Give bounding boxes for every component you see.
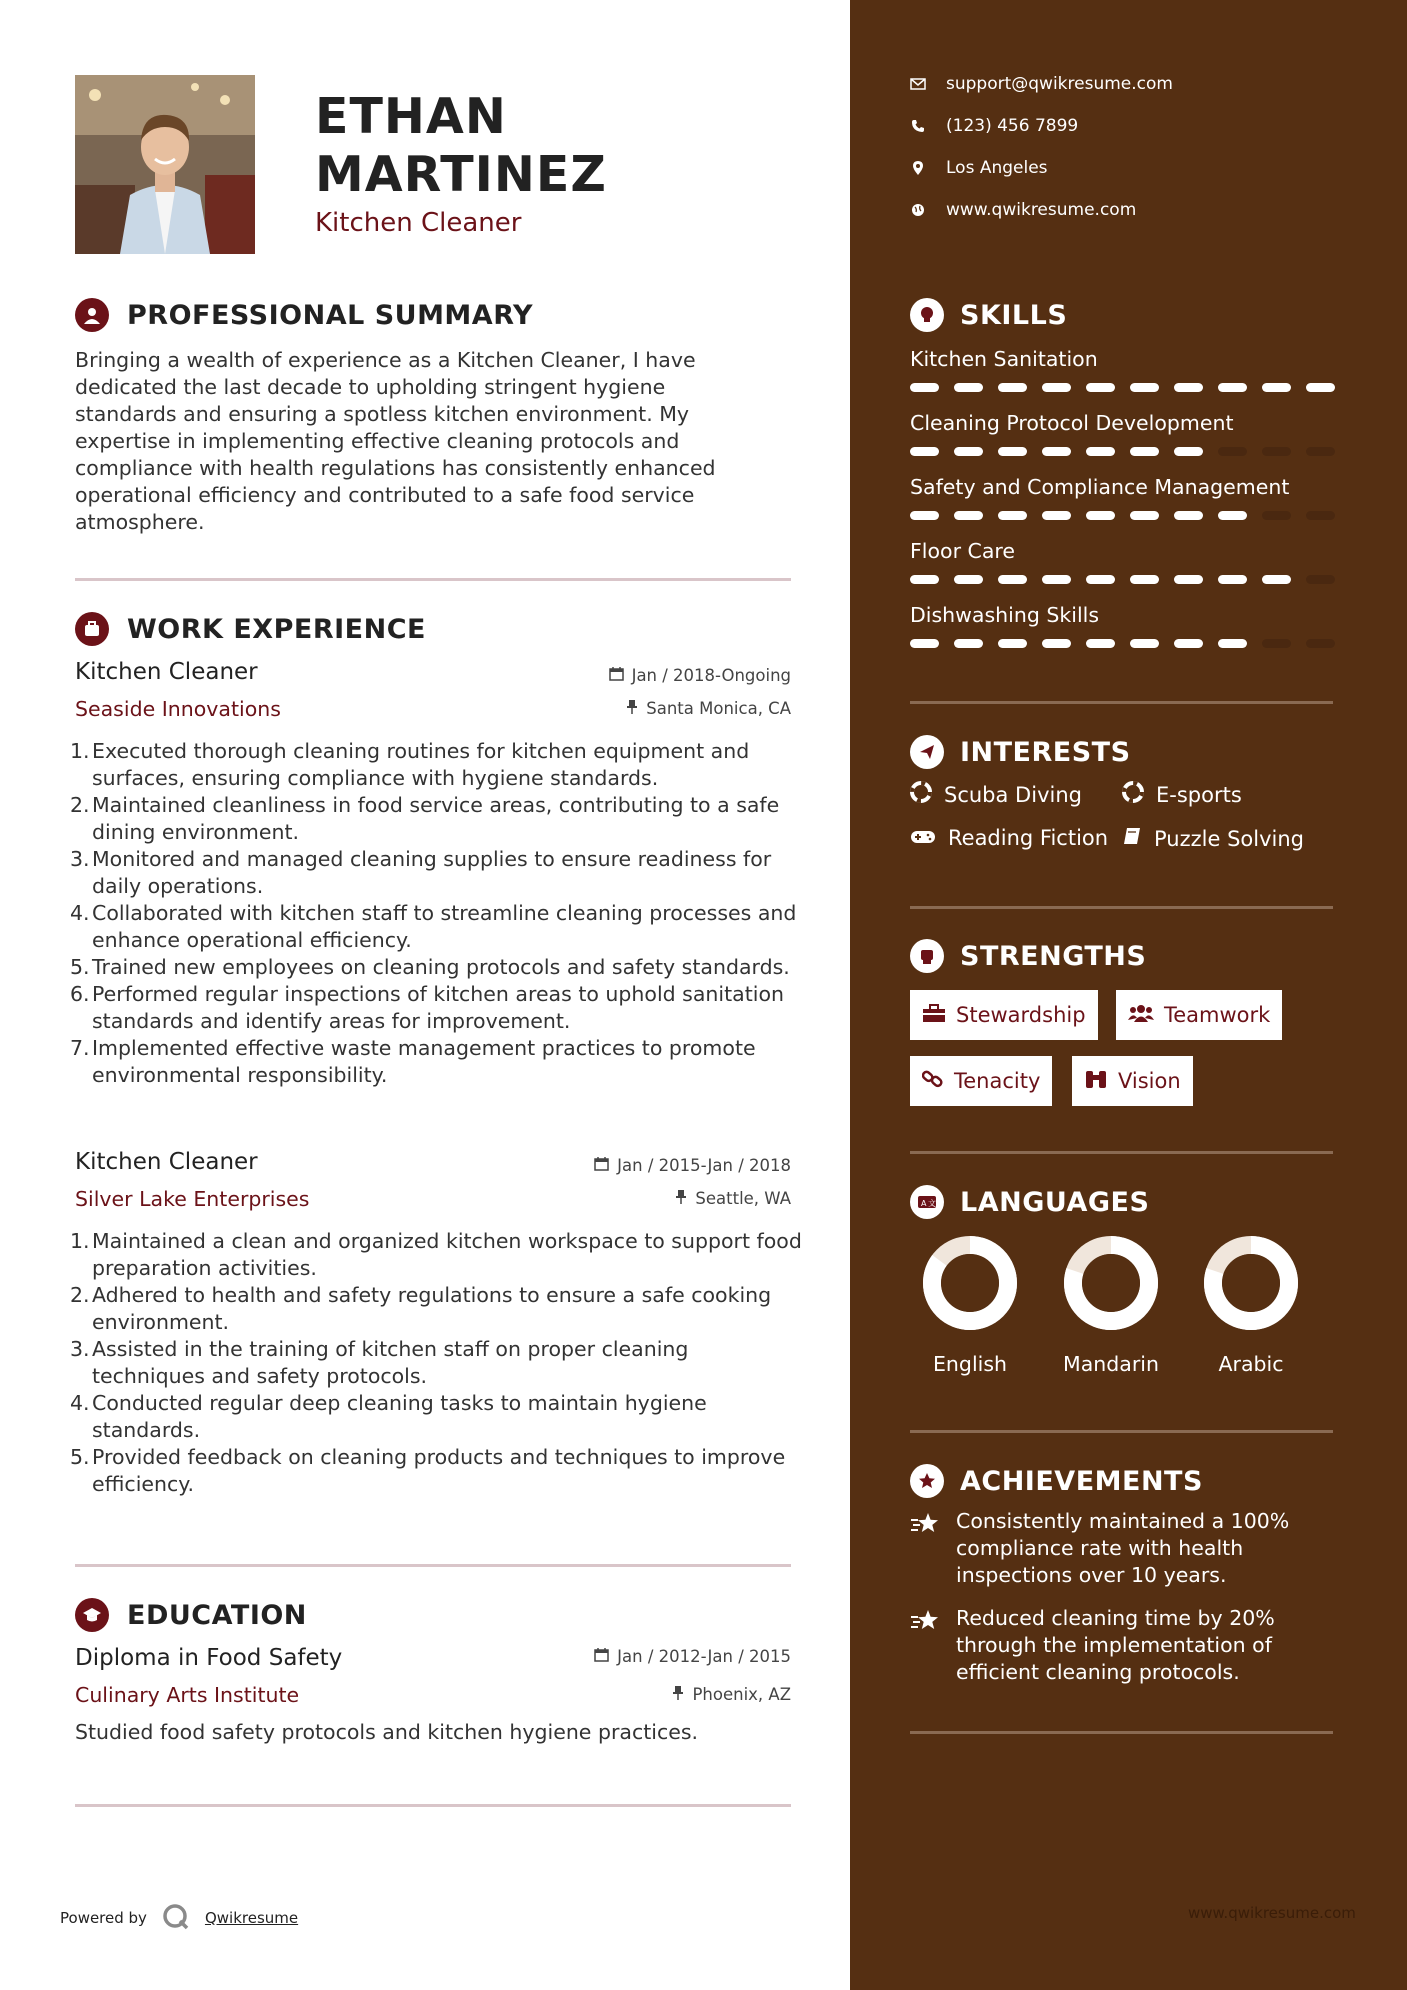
profile-photo-image bbox=[75, 75, 255, 254]
skill-level-segment bbox=[1218, 383, 1247, 392]
strength-label: Tenacity bbox=[954, 1069, 1041, 1093]
responsibility-text: Trained new employees on cleaning protocols and safety standards. bbox=[92, 955, 790, 979]
skill-level-segment bbox=[1086, 575, 1115, 584]
paper-plane-icon bbox=[910, 735, 944, 769]
skill-level-segment bbox=[954, 639, 983, 648]
skill-level-segment bbox=[910, 639, 939, 648]
binoculars-icon bbox=[1084, 1069, 1108, 1094]
divider bbox=[910, 1430, 1333, 1433]
contact-location bbox=[910, 158, 1048, 178]
language-name: English bbox=[932, 1352, 1008, 1376]
skill-name: Dishwashing Skills bbox=[910, 603, 1100, 627]
education-date bbox=[594, 1647, 791, 1666]
responsibility-text: Assisted in the training of kitchen staff on proper cleaning techniques and safety protocols. bbox=[92, 1337, 689, 1388]
skill-name: Cleaning Protocol Development bbox=[910, 411, 1234, 435]
list-number: 3. bbox=[70, 1337, 90, 1361]
strength-badge bbox=[1072, 1056, 1193, 1106]
skill-level-segment bbox=[1174, 575, 1203, 584]
interest-label: E-sports bbox=[1156, 782, 1242, 807]
powered-by-label: Powered by bbox=[60, 1909, 147, 1927]
responsibility-text: Provided feedback on cleaning products and techniques to improve efficiency. bbox=[92, 1445, 786, 1496]
skill-level-segment bbox=[998, 639, 1027, 648]
skill-level-segment bbox=[1174, 383, 1203, 392]
job-date-text: Jan / 2018-Ongoing bbox=[631, 666, 791, 685]
star-badge-icon bbox=[910, 1464, 944, 1498]
list-number: 7. bbox=[70, 1036, 90, 1060]
globe-icon bbox=[910, 203, 926, 217]
responsibility-text: Conducted regular deep cleaning tasks to maintain hygiene standards. bbox=[92, 1391, 707, 1442]
responsibility-text: Monitored and managed cleaning supplies to ensure readiness for daily operations. bbox=[92, 847, 772, 898]
language-name: Mandarin bbox=[1063, 1352, 1159, 1376]
job-date bbox=[594, 1156, 791, 1175]
list-number: 5. bbox=[70, 955, 90, 979]
contact-email-text: support@qwikresume.com bbox=[946, 74, 1173, 94]
achievement-item bbox=[910, 1508, 1296, 1589]
skill-level-segment bbox=[1218, 447, 1247, 456]
name-line-first: ETHAN bbox=[315, 88, 507, 145]
skill-level-segment bbox=[954, 447, 983, 456]
skill-level-segment bbox=[1086, 639, 1115, 648]
graduation-icon bbox=[75, 1598, 109, 1632]
skill-level-segment bbox=[1218, 511, 1247, 520]
skill-level-segment bbox=[1086, 383, 1115, 392]
qwikresume-logo-icon bbox=[161, 1902, 191, 1934]
divider bbox=[910, 906, 1333, 909]
candidate-name bbox=[315, 88, 607, 204]
lightbulb-icon bbox=[910, 298, 944, 332]
education-location-text: Phoenix, AZ bbox=[692, 1685, 791, 1704]
achievement-item bbox=[910, 1605, 1296, 1686]
experience-title: WORK EXPERIENCE bbox=[127, 613, 426, 645]
responsibility-item bbox=[70, 900, 802, 954]
skill-level-segment bbox=[1174, 511, 1203, 520]
interests-title: INTERESTS bbox=[960, 736, 1131, 768]
skill-level-segment bbox=[1262, 575, 1291, 584]
languages-heading bbox=[910, 1185, 1149, 1219]
skill-level-segment bbox=[1130, 447, 1159, 456]
skills-heading bbox=[910, 298, 1067, 332]
strengths-heading bbox=[910, 939, 1146, 973]
language-ring-chart bbox=[1061, 1233, 1161, 1333]
svg-text:A: A bbox=[921, 1199, 927, 1208]
responsibility-item bbox=[70, 954, 802, 981]
job-responsibilities bbox=[70, 1228, 802, 1498]
skill-level-segment bbox=[1306, 447, 1335, 456]
interest-item bbox=[1122, 781, 1242, 808]
achievement-text: Reduced cleaning time by 20% through the implementation of efficient cleaning protocols. bbox=[956, 1606, 1275, 1684]
pin-icon bbox=[626, 699, 638, 718]
strength-badge bbox=[910, 1056, 1052, 1106]
list-number: 2. bbox=[70, 793, 90, 817]
skills-title: SKILLS bbox=[960, 299, 1068, 331]
skill-level-segment bbox=[1042, 639, 1071, 648]
contact-website[interactable] bbox=[910, 200, 1136, 220]
responsibility-item bbox=[70, 846, 802, 900]
skill-level-segment bbox=[1218, 639, 1247, 648]
skill-level-segment bbox=[1262, 511, 1291, 520]
summary-title: PROFESSIONAL SUMMARY bbox=[127, 299, 534, 331]
skill-level-segment bbox=[998, 447, 1027, 456]
skill-level-bar bbox=[910, 639, 1335, 648]
users-icon bbox=[1128, 1003, 1154, 1028]
responsibility-item bbox=[70, 981, 802, 1035]
job-company: Silver Lake Enterprises bbox=[75, 1187, 310, 1211]
responsibility-item bbox=[70, 1228, 802, 1282]
contact-phone[interactable] bbox=[910, 116, 1078, 136]
language-ring bbox=[915, 1233, 1025, 1337]
skill-level-segment bbox=[1042, 575, 1071, 584]
link-icon bbox=[922, 1068, 944, 1095]
skill-level-bar bbox=[910, 575, 1335, 584]
skill-name: Safety and Compliance Management bbox=[910, 475, 1290, 499]
interest-item bbox=[1122, 826, 1304, 851]
responsibility-text: Maintained a clean and organized kitchen workspace to support food preparation activities. bbox=[92, 1229, 802, 1280]
list-number: 5. bbox=[70, 1445, 90, 1469]
skill-level-segment bbox=[1042, 511, 1071, 520]
responsibility-text: Executed thorough cleaning routines for kitchen equipment and surfaces, ensuring compliance with hygiene standards. bbox=[92, 739, 750, 790]
star-icon bbox=[910, 1508, 942, 1589]
responsibility-item bbox=[70, 1035, 802, 1089]
summary-text: Bringing a wealth of experience as a Kitchen Cleaner, I have dedicated the last decade to upholding stringent hygiene standards and ensuring a spotless kitchen environment. My expertise in implementing effective cleaning protocols and compliance with health regulations has consistently enhanced operational efficiency and contributed to a safe food service atmosphere. bbox=[75, 348, 716, 534]
interest-item bbox=[910, 781, 1082, 808]
contact-location-text: Los Angeles bbox=[946, 158, 1048, 178]
calendar-icon bbox=[594, 1156, 609, 1175]
responsibility-item bbox=[70, 792, 802, 846]
interest-item bbox=[910, 826, 1108, 850]
responsibility-item bbox=[70, 738, 802, 792]
gamepad-icon bbox=[910, 826, 936, 850]
strengths-title: STRENGTHS bbox=[960, 940, 1147, 972]
language-name: Arabic bbox=[1218, 1352, 1284, 1376]
education-location bbox=[672, 1685, 791, 1704]
name-line-last: MARTINEZ bbox=[315, 146, 607, 203]
skill-level-segment bbox=[1042, 447, 1071, 456]
strength-label: Stewardship bbox=[956, 1003, 1086, 1027]
skill-level-segment bbox=[910, 383, 939, 392]
languages-title: LANGUAGES bbox=[960, 1186, 1150, 1218]
skill-level-segment bbox=[1086, 511, 1115, 520]
education-heading bbox=[75, 1598, 307, 1632]
divider bbox=[75, 578, 791, 581]
calendar-icon bbox=[609, 666, 624, 685]
list-number: 1. bbox=[70, 739, 90, 763]
job-title: Kitchen Cleaner bbox=[75, 659, 258, 685]
skill-level-segment bbox=[1306, 639, 1335, 648]
skill-name: Kitchen Sanitation bbox=[910, 347, 1098, 371]
skill-level-bar bbox=[910, 383, 1335, 392]
skill-level-segment bbox=[1262, 639, 1291, 648]
degree: Diploma in Food Safety bbox=[75, 1645, 343, 1671]
skill-level-segment bbox=[1262, 383, 1291, 392]
skill-level-segment bbox=[998, 575, 1027, 584]
skill-name: Floor Care bbox=[910, 539, 1015, 563]
job-location bbox=[675, 1189, 791, 1208]
skill-level-segment bbox=[1086, 447, 1115, 456]
strength-label: Vision bbox=[1118, 1069, 1181, 1093]
job-location-text: Seattle, WA bbox=[695, 1189, 791, 1208]
job-responsibilities bbox=[70, 738, 802, 1089]
skill-level-segment bbox=[910, 575, 939, 584]
job-location-text: Santa Monica, CA bbox=[646, 699, 791, 718]
skill-level-segment bbox=[1174, 447, 1203, 456]
list-number: 4. bbox=[70, 1391, 90, 1415]
contact-phone-text: (123) 456 7899 bbox=[946, 116, 1079, 136]
life-ring-icon bbox=[1122, 781, 1144, 808]
contact-email[interactable] bbox=[910, 74, 1173, 94]
interest-label: Reading Fiction bbox=[948, 826, 1109, 850]
skill-level-segment bbox=[1130, 383, 1159, 392]
skill-level-bar bbox=[910, 511, 1335, 520]
interests-heading bbox=[910, 735, 1131, 769]
job-company: Seaside Innovations bbox=[75, 697, 281, 721]
skill-level-segment bbox=[1218, 575, 1247, 584]
candidate-title: Kitchen Cleaner bbox=[315, 208, 522, 238]
skill-level-segment bbox=[910, 511, 939, 520]
skill-level-segment bbox=[1306, 575, 1335, 584]
divider bbox=[75, 1564, 791, 1567]
job-title: Kitchen Cleaner bbox=[75, 1149, 258, 1175]
language-ring-chart bbox=[1201, 1233, 1301, 1333]
powered-by bbox=[60, 1902, 298, 1934]
interest-label: Scuba Diving bbox=[944, 782, 1082, 807]
skill-level-segment bbox=[1174, 639, 1203, 648]
strength-label: Teamwork bbox=[1164, 1003, 1271, 1027]
skill-level-bar bbox=[910, 447, 1335, 456]
skill-level-segment bbox=[1262, 447, 1291, 456]
responsibility-item bbox=[70, 1336, 802, 1390]
achievements-heading bbox=[910, 1464, 1203, 1498]
svg-text:文: 文 bbox=[928, 1199, 936, 1208]
book-icon bbox=[1122, 826, 1142, 851]
envelope-icon bbox=[910, 78, 926, 90]
responsibility-text: Performed regular inspections of kitchen areas to uphold sanitation standards and identify areas for improvement. bbox=[92, 982, 784, 1033]
list-number: 2. bbox=[70, 1283, 90, 1307]
responsibility-text: Maintained cleanliness in food service areas, contributing to a safe dining environment. bbox=[92, 793, 780, 844]
language-ring bbox=[1056, 1233, 1166, 1337]
divider bbox=[75, 1804, 791, 1807]
user-icon bbox=[75, 298, 109, 332]
responsibility-item bbox=[70, 1444, 802, 1498]
experience-heading bbox=[75, 612, 426, 646]
education-description: Studied food safety protocols and kitchen hygiene practices. bbox=[75, 1720, 699, 1744]
achievement-text: Consistently maintained a 100% compliance rate with health inspections over 10 years. bbox=[956, 1509, 1290, 1587]
phone-icon bbox=[910, 119, 926, 133]
school: Culinary Arts Institute bbox=[75, 1683, 300, 1707]
responsibility-text: Adhered to health and safety regulations to ensure a safe cooking environment. bbox=[92, 1283, 772, 1334]
list-number: 6. bbox=[70, 982, 90, 1006]
list-number: 1. bbox=[70, 1229, 90, 1253]
footer-site[interactable]: www.qwikresume.com bbox=[1188, 1904, 1356, 1922]
education-title: EDUCATION bbox=[127, 1599, 307, 1631]
job-location bbox=[626, 699, 791, 718]
responsibility-text: Implemented effective waste management practices to promote environmental responsibility. bbox=[92, 1036, 756, 1087]
job-date bbox=[609, 666, 791, 685]
divider bbox=[910, 701, 1333, 704]
skill-level-segment bbox=[1306, 383, 1335, 392]
achievements-title: ACHIEVEMENTS bbox=[960, 1465, 1203, 1497]
qwikresume-link[interactable]: Qwikresume bbox=[204, 1909, 299, 1927]
language-icon bbox=[910, 1185, 944, 1219]
strength-badge bbox=[1116, 990, 1282, 1040]
skill-level-segment bbox=[954, 575, 983, 584]
skill-level-segment bbox=[1042, 383, 1071, 392]
skill-level-segment bbox=[954, 511, 983, 520]
responsibility-text: Collaborated with kitchen staff to streamline cleaning processes and enhance operational efficiency. bbox=[92, 901, 797, 952]
skill-level-segment bbox=[910, 447, 939, 456]
pin-icon bbox=[672, 1685, 684, 1704]
pin-icon bbox=[675, 1189, 687, 1208]
summary-heading bbox=[75, 298, 533, 332]
divider bbox=[910, 1151, 1333, 1154]
skill-level-segment bbox=[998, 383, 1027, 392]
skill-level-segment bbox=[1130, 639, 1159, 648]
list-number: 4. bbox=[70, 901, 90, 925]
life-ring-icon bbox=[910, 781, 932, 808]
responsibility-item bbox=[70, 1282, 802, 1336]
briefcase-icon bbox=[75, 612, 109, 646]
strength-badge bbox=[910, 990, 1098, 1040]
map-marker-icon bbox=[910, 161, 926, 175]
language-ring bbox=[1196, 1233, 1306, 1337]
skill-level-segment bbox=[1130, 575, 1159, 584]
education-date-text: Jan / 2012-Jan / 2015 bbox=[617, 1647, 791, 1666]
profile-photo bbox=[75, 75, 255, 254]
divider bbox=[910, 1731, 1333, 1734]
responsibility-item bbox=[70, 1390, 802, 1444]
list-number: 3. bbox=[70, 847, 90, 871]
language-ring-chart bbox=[920, 1233, 1020, 1333]
skill-level-segment bbox=[954, 383, 983, 392]
skill-level-segment bbox=[1306, 511, 1335, 520]
skill-level-segment bbox=[998, 511, 1027, 520]
fist-icon bbox=[910, 939, 944, 973]
contact-website-text: www.qwikresume.com bbox=[946, 200, 1137, 220]
job-date-text: Jan / 2015-Jan / 2018 bbox=[617, 1156, 791, 1175]
star-icon bbox=[910, 1605, 942, 1686]
skill-level-segment bbox=[1130, 511, 1159, 520]
toolbox-icon bbox=[922, 1003, 946, 1028]
interest-label: Puzzle Solving bbox=[1154, 826, 1304, 851]
calendar-icon bbox=[594, 1647, 609, 1666]
